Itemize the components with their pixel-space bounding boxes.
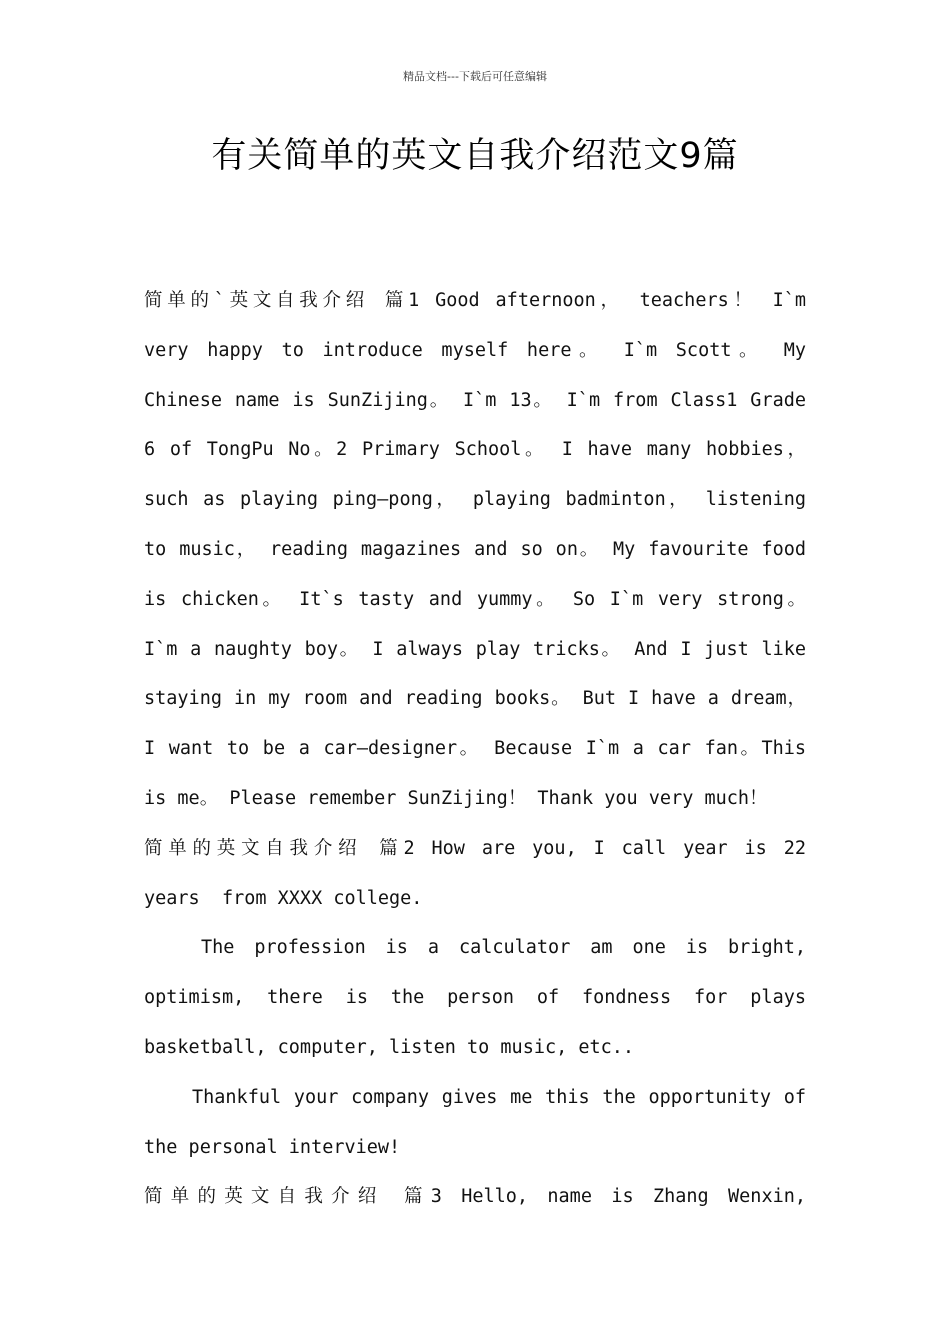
text-line: I`m a naughty boy。 I always play tricks。 And I just like xyxy=(144,638,806,660)
text-line: years from XXXX college. xyxy=(144,887,423,909)
text-line: 简单的`英文自我介绍 篇1 Good afternoon， teachers！ I`m xyxy=(144,290,806,311)
text-line: staying in my room and reading books。 But I have a dream， xyxy=(144,688,806,710)
text-line: is chicken。 It`s tasty and yummy。 So I`m very strong。 xyxy=(144,588,806,610)
text-line: to music， reading magazines and so on。 My favourite food xyxy=(144,538,806,560)
text-line: Chinese name is SunZijing。 I`m 13。 I`m from Class1 Grade xyxy=(144,389,806,411)
text-line: is me。 Please remember SunZijing！ Thank you very much！ xyxy=(144,787,768,809)
text-line: Thankful your company gives me this the opportunity of xyxy=(192,1086,806,1108)
text-line: the personal interview! xyxy=(144,1136,401,1158)
text-line: very happy to introduce myself here。 I`m Scott。 My xyxy=(144,339,806,361)
text-line: I want to be a car—designer。 Because I`m a car fan。This xyxy=(144,738,806,760)
text-line: optimism, there is the person of fondness for plays xyxy=(144,987,806,1009)
text-line: 6 of TongPu No。2 Primary School。 I have many hobbies， xyxy=(144,439,806,461)
text-line: 简单的英文自我介绍 篇3 Hello, name is Zhang Wenxin, xyxy=(144,1186,806,1208)
text-line: such as playing ping—pong， playing badminton， listening xyxy=(144,489,806,511)
document-body xyxy=(144,276,806,1222)
document-title: 有关简单的英文自我介绍范文9篇 xyxy=(211,136,739,176)
text-line: The profession is a calculator am one is bright, xyxy=(201,937,806,959)
page-header: 精品文档---下载后可任意编辑 xyxy=(403,70,547,83)
text-line: basketball, computer, listen to music, etc.. xyxy=(144,1036,635,1058)
text-line: 简单的英文自我介绍 篇2 How are you, I call year is 22 xyxy=(144,837,806,859)
